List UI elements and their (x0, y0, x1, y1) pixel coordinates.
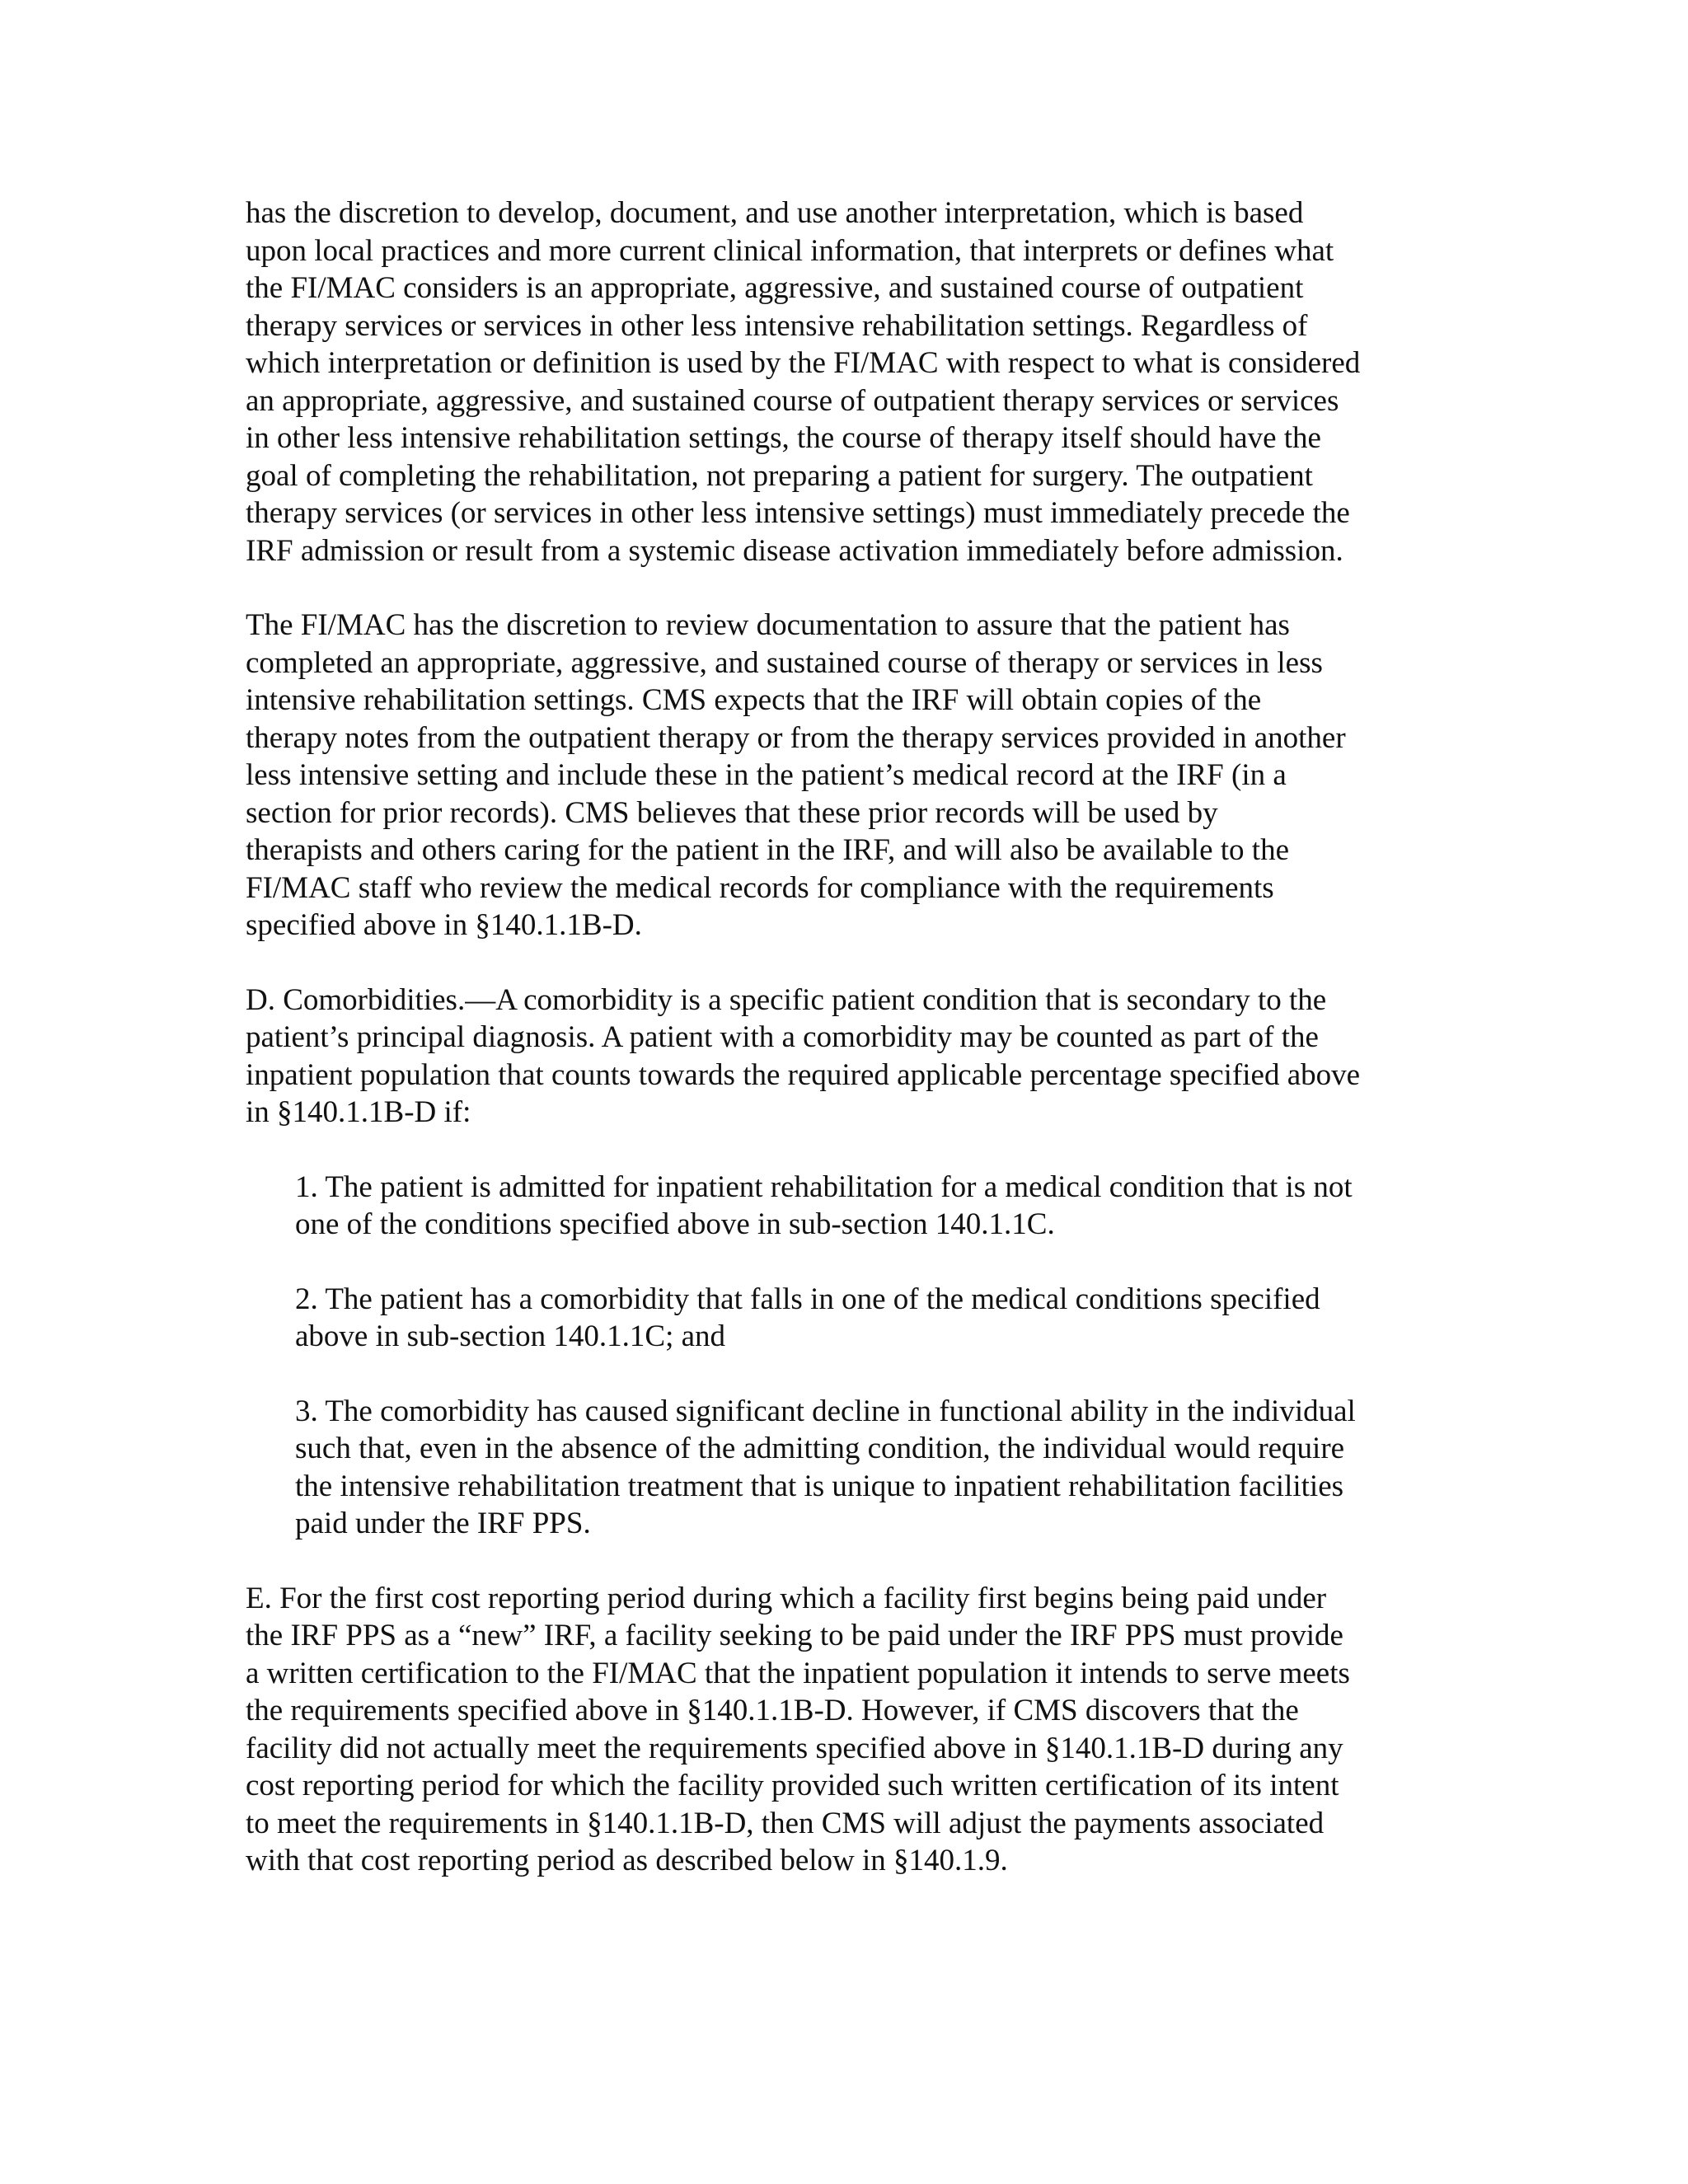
text-line: the FI/MAC considers is an appropriate, aggressive, and sustained course of outpatient (246, 271, 1304, 305)
text-line: intensive rehabilitation settings. CMS expects that the IRF will obtain copies of the (246, 683, 1262, 717)
text-line: such that, even in the absence of the admitting condition, the individual would require (295, 1432, 1345, 1465)
text-line: D. Comorbidities.—A comorbidity is a specific patient condition that is secondary to the (246, 982, 1327, 1017)
text-line: inpatient population that counts towards the required applicable percentage specified above (246, 1057, 1361, 1092)
text-line: FI/MAC staff who review the medical records for compliance with the requirements (246, 870, 1274, 905)
text-line: facility did not actually meet the requirements specified above in §140.1.1B-D during any (246, 1731, 1343, 1765)
text-line: an appropriate, aggressive, and sustained course of outpatient therapy services or services (246, 383, 1339, 418)
text-line: one of the conditions specified above in sub-section 140.1.1C. (295, 1207, 1055, 1241)
text-line: therapy services (or services in other less intensive settings) must immediately precede the (246, 496, 1350, 530)
text-line: 1. The patient is admitted for inpatient rehabilitation for a medical condition that is not (295, 1169, 1353, 1204)
text-line: in other less intensive rehabilitation settings, the course of therapy itself should have the (246, 421, 1321, 455)
text-line: completed an appropriate, aggressive, and sustained course of therapy or services in less (246, 645, 1323, 680)
paragraph (246, 194, 1449, 569)
numbered-list-item (295, 1169, 1449, 1244)
text-line: 3. The comorbidity has caused significant decline in functional ability in the individual (295, 1394, 1356, 1428)
text-line: has the discretion to develop, document, and use another interpretation, which is based (246, 196, 1304, 230)
paragraph (246, 982, 1449, 1132)
text-line: cost reporting period for which the facility provided such written certification of its intent (246, 1769, 1339, 1802)
text-line: specified above in §140.1.1B-D. (246, 908, 642, 942)
text-line: the IRF PPS as a “new” IRF, a facility seeking to be paid under the IRF PPS must provide (246, 1619, 1343, 1652)
paragraph (246, 1580, 1449, 1880)
text-line: section for prior records). CMS believes that these prior records will be used by (246, 795, 1218, 830)
text-line: The FI/MAC has the discretion to review documentation to assure that the patient has (246, 608, 1290, 642)
text-line: with that cost reporting period as described below in §140.1.9. (246, 1844, 1008, 1877)
text-line: IRF admission or result from a systemic disease activation immediately before admission. (246, 533, 1343, 568)
text-line: in §140.1.1B-D if: (246, 1095, 471, 1129)
document-body (246, 194, 1449, 1917)
numbered-list-item (295, 1393, 1449, 1543)
text-line: E. For the first cost reporting period during which a facility first begins being paid under (246, 1581, 1327, 1615)
text-line: therapy notes from the outpatient therapy or from the therapy services provided in another (246, 720, 1346, 755)
text-line: the intensive rehabilitation treatment that is unique to inpatient rehabilitation facilities (295, 1469, 1344, 1503)
text-line: therapy services or services in other less intensive rehabilitation settings. Regardless of (246, 308, 1308, 343)
text-line: to meet the requirements in §140.1.1B-D, then CMS will adjust the payments associated (246, 1806, 1325, 1840)
text-line: a written certification to the FI/MAC that the inpatient population it intends to serve meets (246, 1656, 1350, 1690)
text-line: 2. The patient has a comorbidity that falls in one of the medical conditions specified (295, 1282, 1320, 1316)
paragraph (246, 607, 1449, 944)
text-line: therapists and others caring for the patient in the IRF, and will also be available to the (246, 833, 1289, 867)
text-line: the requirements specified above in §140.1.1B-D. However, if CMS discovers that the (246, 1694, 1299, 1727)
numbered-list-item (295, 1281, 1449, 1356)
text-line: upon local practices and more current clinical information, that interprets or defines what (246, 233, 1334, 268)
text-line: less intensive setting and include these in the patient’s medical record at the IRF (in a (246, 758, 1287, 792)
text-line: patient’s principal diagnosis. A patient with a comorbidity may be counted as part of the (246, 1020, 1319, 1054)
text-line: goal of completing the rehabilitation, not preparing a patient for surgery. The outpatient (246, 458, 1313, 493)
text-line: above in sub-section 140.1.1C; and (295, 1319, 726, 1353)
text-line: which interpretation or definition is used by the FI/MAC with respect to what is considered (246, 346, 1361, 380)
text-line: paid under the IRF PPS. (295, 1507, 591, 1540)
